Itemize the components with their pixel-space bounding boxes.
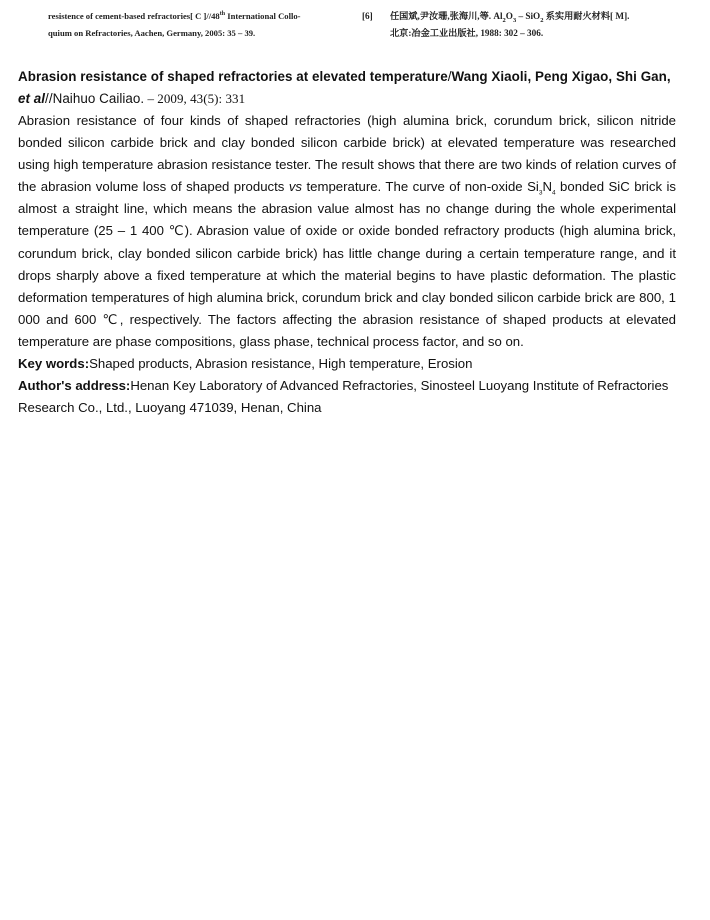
- reference-text: O: [505, 11, 513, 21]
- address-text: Henan Key Laboratory of Advanced Refractories, Sinosteel Luoyang Institute of Refractories Research Co., Ltd., Luoyang 471039, Henan, China: [18, 378, 669, 416]
- reference-subscript: 3: [512, 16, 517, 24]
- reference-text: 系实用耐火材料[ M].: [543, 11, 630, 21]
- article-authors: Wang Xiaoli, Peng Xigao, Shi Gan,: [451, 69, 671, 84]
- reference-line: 北京:冶金工业出版社, 1988: 302 – 306.: [390, 28, 544, 38]
- keywords-text: Shaped products, Abrasion resistance, High temperature, Erosion: [89, 356, 473, 372]
- reference-text: – SiO: [516, 11, 541, 21]
- abstract-article: [18, 66, 676, 419]
- reference-text: resistence of cement-based refractories[ C ]//48: [48, 11, 220, 21]
- abstract-segment: bonded SiC brick is almost a straight line, which means the abrasion value almost has no change during the whole experimental temperature (25 – 1 400 ℃). Abrasion value of oxide or oxide bonded refractory products (high alumina brick, corundum brick, clay bonded silicon carbide brick) has little change during a certain temperature range, and it drops sharply above a fixed temperature at which the material begins to have plastic deformation. The plastic deformation temperatures of high alumina brick, corundum brick and clay bonded silicon carbide brick are 800, 1 000 and 600 ℃, respectively. The factors affecting the abrasion resistance of shaped products at elevated temperature are phase compositions, glass phase, technical process factor, and so on.: [18, 179, 677, 349]
- abstract-segment: N: [542, 179, 552, 195]
- reference-number: [6]: [362, 11, 373, 21]
- author-address: [18, 375, 676, 419]
- reference-continued: [48, 8, 348, 42]
- reference-line: quium on Refractories, Aachen, Germany, 2005: 35 – 39.: [48, 28, 256, 38]
- abstract-italic: vs: [288, 179, 303, 195]
- journal-separator: //: [45, 91, 53, 106]
- citation-info: – 2009, 43(5): 331: [144, 91, 246, 106]
- reference-superscript: th: [219, 11, 226, 18]
- journal-name: Naihuo Cailiao.: [52, 91, 145, 106]
- abstract-subscript: 3: [538, 189, 543, 197]
- abstract-text: [18, 110, 676, 353]
- reference-subscript: 2: [540, 16, 544, 24]
- et-al: et al: [18, 91, 46, 106]
- title-separator: /: [447, 69, 452, 84]
- abstract-segment: temperature. The curve of non-oxide Si: [302, 179, 539, 195]
- article-heading: [18, 66, 676, 110]
- keywords-label: Key words:: [18, 356, 90, 372]
- reference-text: International Collo-: [225, 11, 301, 21]
- reference-line: [48, 8, 348, 25]
- address-label: Author's address:: [18, 378, 131, 394]
- keywords: [18, 353, 676, 375]
- reference-line: [362, 8, 692, 25]
- abstract-subscript: 4: [551, 189, 556, 197]
- reference-text: 任国斌,尹汝珊,张海川,等. Al: [390, 11, 503, 21]
- reference-subscript: 2: [502, 16, 506, 24]
- reference-list: [0, 8, 710, 42]
- article-title: Abrasion resistance of shaped refractories at elevated temperature: [18, 69, 448, 84]
- abstract-segment: Abrasion resistance of four kinds of shaped refractories (high alumina brick, corundum brick, silicon nitride bonded silicon carbide brick and clay bonded silicon carbide brick) at elevated temperature was researched using high temperature abrasion resistance tester. The result shows that there are two kinds of relation curves of the abrasion volume loss of shaped products: [18, 113, 676, 195]
- reference-6: [362, 8, 692, 42]
